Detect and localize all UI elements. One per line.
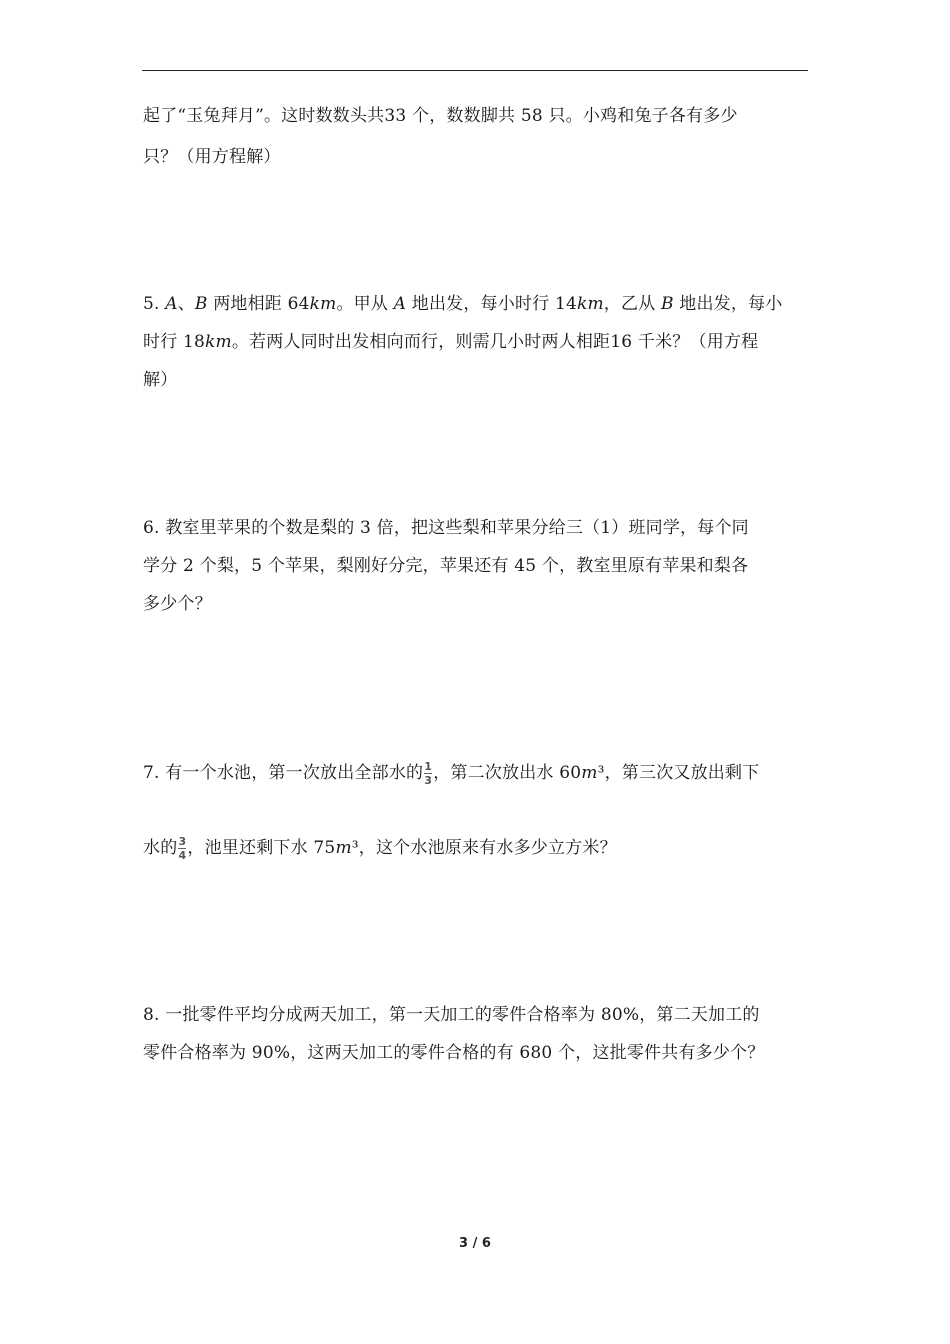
fraction-numerator: 1 — [424, 760, 433, 773]
page-number: 3 / 6 — [459, 1236, 491, 1251]
fraction-numerator: 3 — [178, 835, 187, 848]
problem-5-line-2: 时行 18𝑘𝑚。若两人同时出发相向而行，则需几小时两人相距16 千米？（用方程 — [143, 332, 759, 352]
problem-5-line-1: 5. 𝐴、𝐵 两地相距 64𝑘𝑚。甲从 𝐴 地出发，每小时行 14𝑘𝑚，乙从 𝐵 地出发，每小 — [143, 294, 783, 314]
problem-6-line-2: 学分 2 个梨，5 个苹果，梨刚好分完，苹果还有 45 个，教室里原有苹果和梨各 — [143, 556, 749, 576]
problem-4-line-1: 起了“玉兔拜月”。这时数数头共33 个，数数脚共 58 只。小鸡和兔子各有多少 — [143, 106, 738, 126]
header-rule — [142, 70, 808, 71]
problem-8-line-1: 8. 一批零件平均分成两天加工，第一天加工的零件合格率为 80%，第二天加工的 — [143, 1005, 760, 1025]
fraction-one-third — [424, 761, 432, 786]
fraction-three-fourths — [178, 836, 186, 861]
fraction-denominator: 4 — [178, 849, 187, 862]
problem-7-line-2 — [143, 836, 617, 861]
problem-6-line-3: 多少个？ — [143, 594, 212, 614]
problem-7-text-1b: ，第二次放出水 60𝑚³，第三次又放出剩下 — [433, 763, 760, 783]
problem-7-text-2a: 水的 — [143, 838, 178, 858]
problem-6-line-1: 6. 教室里苹果的个数是梨的 3 倍，把这些梨和苹果分给三（1）班同学，每个同 — [143, 518, 749, 538]
problem-8-line-2: 零件合格率为 90%，这两天加工的零件合格的有 680 个，这批零件共有多少个？ — [143, 1043, 765, 1063]
problem-7-line-1 — [143, 761, 759, 786]
problem-4-line-2: 只？（用方程解） — [143, 147, 281, 167]
problem-7-text-1a: 7. 有一个水池，第一次放出全部水的 — [143, 763, 424, 783]
problem-7-text-2b: ，池里还剩下水 75𝑚³，这个水池原来有水多少立方米？ — [187, 838, 617, 858]
problem-5-line-3: 解） — [143, 370, 178, 390]
fraction-denominator: 3 — [424, 774, 433, 787]
